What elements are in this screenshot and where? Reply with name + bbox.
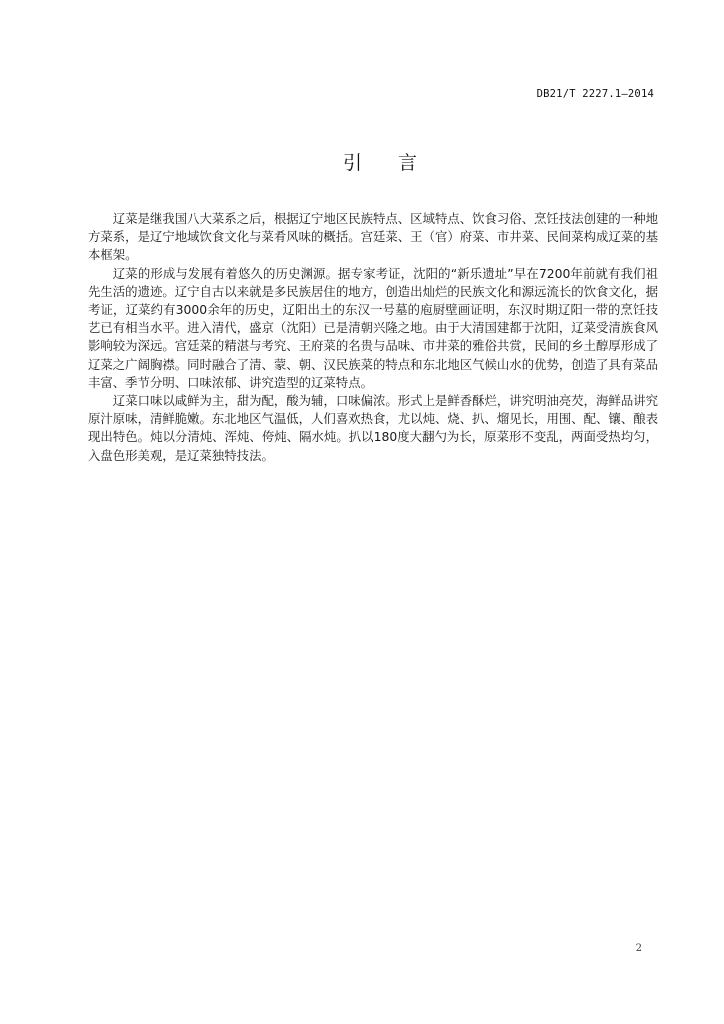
paragraph-1: 辽菜是继我国八大菜系之后，根据辽宁地区民族特点、区域特点、饮食习俗、烹饪技法创建的一种地方菜系，是辽宁地域饮食文化与菜肴风味的概括。宫廷菜、王（官）府菜、市井菜、民间菜构成辽菜的基本框架。 xyxy=(88,211,658,263)
page-number: 2 xyxy=(635,943,642,954)
section-title: 引言 xyxy=(342,152,453,174)
document-code: DB21/T 2227.1—2014 xyxy=(536,88,654,100)
paragraph-3: 辽菜口味以咸鲜为主，甜为配，酸为辅，口味偏浓。形式上是鲜香酥烂，讲究明油亮芡，海鲜品讲究原汁原味，清鲜脆嫩。东北地区气温低，人们喜欢热食，尤以炖、烧、扒、熘见长，用围、配、镶、酿表现出特色。炖以分清炖、浑炖、侉炖、隔水炖。扒以180度大翻勺为长，原菜形不变乱，两面受热均匀，入盘色形美观，是辽菜独特技法。 xyxy=(88,393,658,463)
body-text xyxy=(88,210,658,465)
paragraph-2: 辽菜的形成与发展有着悠久的历史渊源。据专家考证，沈阳的“新乐遗址”早在7200年前就有我们祖先生活的遗迹。辽宁自古以来就是多民族居住的地方，创造出灿烂的民族文化和源远流长的饮食文化，据考证，辽菜约有3000余年的历史，辽阳出土的东汉一号墓的庖厨壁画证明，东汉时期辽阳一带的烹饪技艺已有相当水平。进入清代，盛京（沈阳）已是清朝兴隆之地。由于大清国建都于沈阳，辽菜受清族食风影响较为深远。宫廷菜的精湛与考究、王府菜的名贵与品味、市井菜的雅俗共赏，民间的乡土醇厚形成了辽菜之广阔胸襟。同时融合了清、蒙、朝、汉民族菜的特点和东北地区气候山水的优势，创造了具有菜品丰富、季节分明、口味浓郁、讲究造型的辽菜特点。 xyxy=(88,265,658,390)
